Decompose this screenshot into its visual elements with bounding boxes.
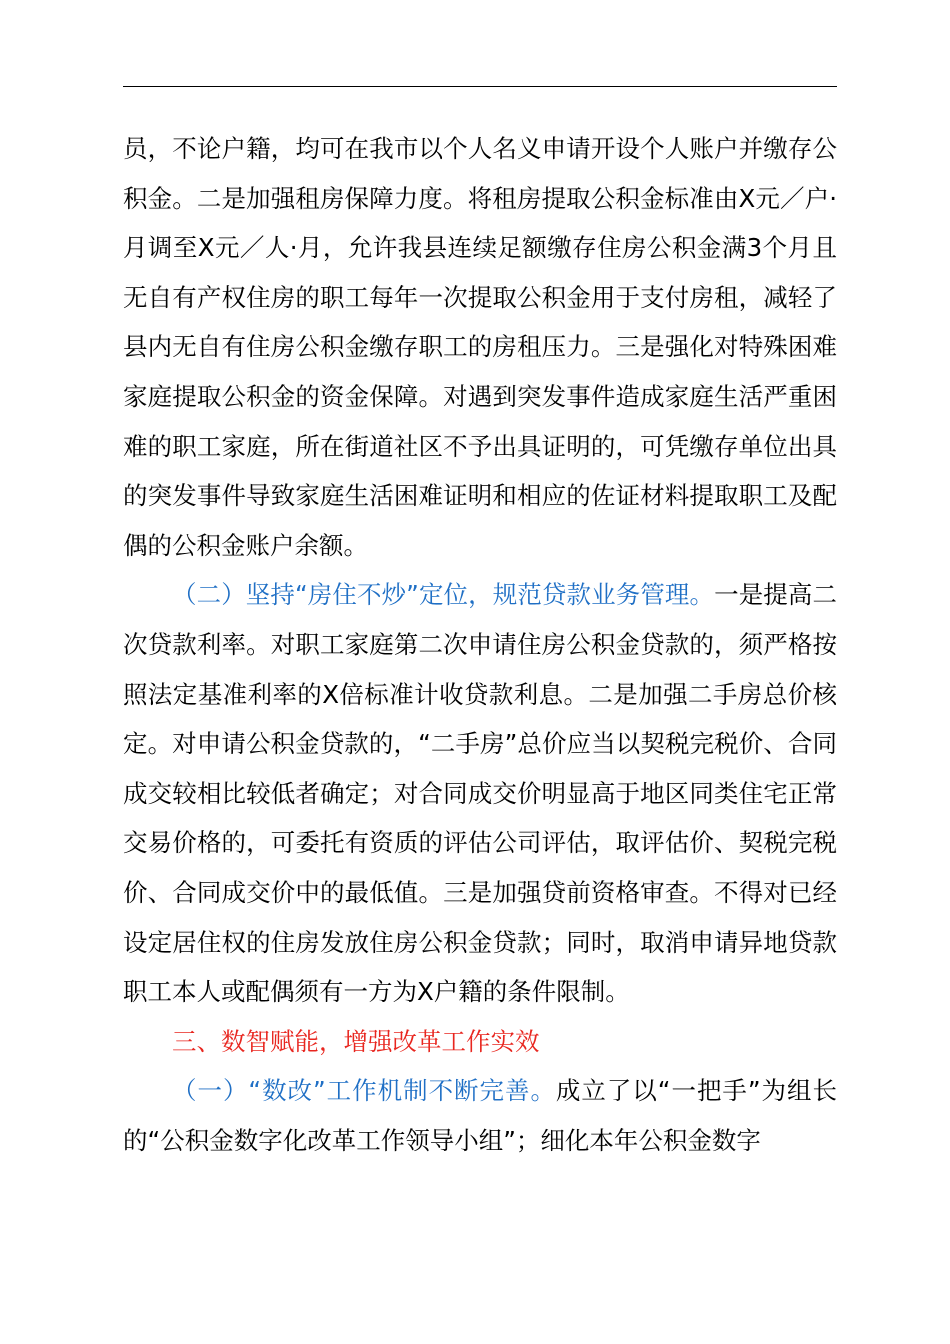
section-title-3: 三、数智赋能，增强改革工作实效 [172, 1026, 540, 1056]
section-3 [123, 1017, 837, 1067]
header-rule [123, 86, 837, 87]
subheading-2: （二）坚持“房住不炒”定位，规范贷款业务管理。 [172, 580, 715, 610]
subheading-4: （一）“数改”工作机制不断完善。 [172, 1076, 556, 1106]
paragraph-1 [123, 124, 837, 570]
paragraph-1-text: 员，不论户籍，均可在我市以个人名义申请开设个人账户并缴存公积金。二是加强租房保障力度。将租房提取公积金标准由X元／户·月调至X元／人·月，允许我县连续足额缴存住房公积金满3个月且无自有产权住房的职工每年一次提取公积金用于支付房租，减轻了县内无自有住房公积金缴存职工的房租压力。三是强化对特殊困难家庭提取公积金的资金保障。对遇到突发事件造成家庭生活严重困难的职工家庭，所在街道社区不予出具证明的，可凭缴存单位出具的突发事件导致家庭生活困难证明和相应的佐证材料提取职工及配偶的公积金账户余额。 [123, 134, 837, 560]
paragraph-4-text: 成立了以“一把手”为组长的“公积金数字化改革工作领导小组”；细化本年公积金数字 [123, 1076, 837, 1155]
paragraph-2-text: 一是提高二次贷款利率。对职工家庭第二次申请住房公积金贷款的，须严格按照法定基准利率的X倍标准计收贷款利息。二是加强二手房总价核定。对申请公积金贷款的，“二手房”总价应当以契税完税价、合同成交较相比较低者确定；对合同成交价明显高于地区同类住宅正常交易价格的，可委托有资质的评估公司评估，取评估价、契税完税价、合同成交价中的最低值。三是加强贷前资格审查。不得对已经设定居住权的住房发放住房公积金贷款；同时，取消申请异地贷款职工本人或配偶须有一方为X户籍的条件限制。 [123, 580, 837, 1007]
paragraph-2 [123, 570, 837, 1016]
paragraph-4 [123, 1066, 837, 1165]
document-body [123, 124, 837, 1165]
